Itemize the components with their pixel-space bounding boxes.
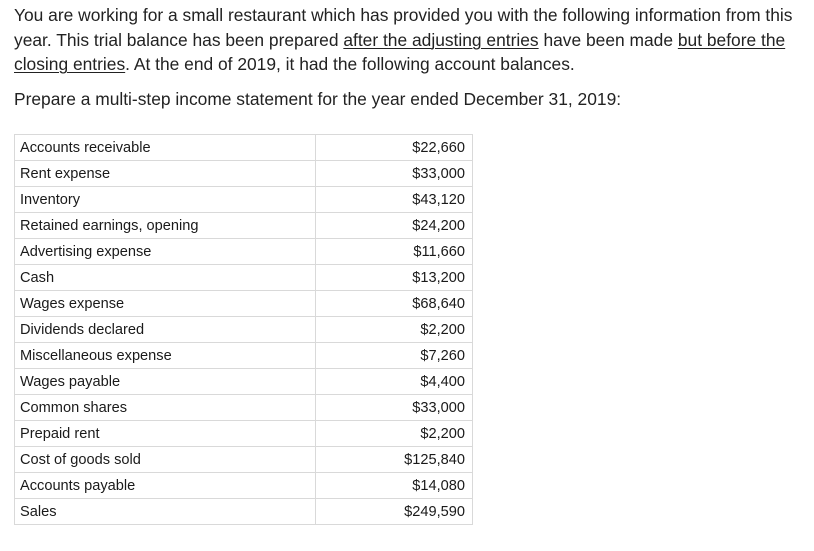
account-name: Advertising expense — [15, 239, 316, 265]
account-amount: $24,200 — [316, 213, 473, 239]
account-amount: $249,590 — [316, 499, 473, 525]
account-name: Inventory — [15, 187, 316, 213]
account-amount: $2,200 — [316, 317, 473, 343]
account-name: Cost of goods sold — [15, 447, 316, 473]
table-row — [15, 239, 473, 265]
table-row — [15, 265, 473, 291]
account-name: Retained earnings, opening — [15, 213, 316, 239]
account-name: Dividends declared — [15, 317, 316, 343]
account-name: Common shares — [15, 395, 316, 421]
task-prompt: Prepare a multi-step income statement for the year ended December 31, 2019: — [14, 88, 622, 109]
account-amount: $11,660 — [316, 239, 473, 265]
table-row — [15, 317, 473, 343]
account-amount: $68,640 — [316, 291, 473, 317]
document-body — [14, 3, 804, 111]
table-row — [15, 187, 473, 213]
table-row — [15, 291, 473, 317]
account-amount: $125,840 — [316, 447, 473, 473]
account-amount: $2,200 — [316, 421, 473, 447]
table-row — [15, 343, 473, 369]
intro-underlined-closing: but before the closing entries — [14, 29, 786, 74]
table-row — [15, 369, 473, 395]
account-name: Rent expense — [15, 161, 316, 187]
table-row — [15, 161, 473, 187]
account-name: Cash — [15, 265, 316, 291]
account-name: Sales — [15, 499, 316, 525]
table-row — [15, 447, 473, 473]
account-amount: $13,200 — [316, 265, 473, 291]
account-amount: $4,400 — [316, 369, 473, 395]
account-name: Accounts receivable — [15, 135, 316, 161]
intro-underlined-adjusting: after the adjusting entries — [343, 29, 539, 50]
account-name: Wages expense — [15, 291, 316, 317]
table-row — [15, 213, 473, 239]
table-row — [15, 421, 473, 447]
account-name: Wages payable — [15, 369, 316, 395]
account-amount: $7,260 — [316, 343, 473, 369]
account-name: Prepaid rent — [15, 421, 316, 447]
account-amount: $33,000 — [316, 395, 473, 421]
account-amount: $14,080 — [316, 473, 473, 499]
account-name: Accounts payable — [15, 473, 316, 499]
intro-text-2: have been made — [538, 29, 678, 50]
account-amount: $22,660 — [316, 135, 473, 161]
intro-paragraph — [14, 3, 804, 77]
table-row — [15, 135, 473, 161]
account-name: Miscellaneous expense — [15, 343, 316, 369]
table-row — [15, 395, 473, 421]
intro-text-3: . At the end of 2019, it had the following account balances. — [125, 54, 575, 74]
account-amount: $33,000 — [316, 161, 473, 187]
trial-balance-table — [14, 134, 473, 525]
account-amount: $43,120 — [316, 187, 473, 213]
table-row — [15, 499, 473, 525]
intro-text-1: You are working for a small restaurant which has provided you with the following information from this year. This trial balance has been prepared — [14, 5, 793, 50]
table-row — [15, 473, 473, 499]
